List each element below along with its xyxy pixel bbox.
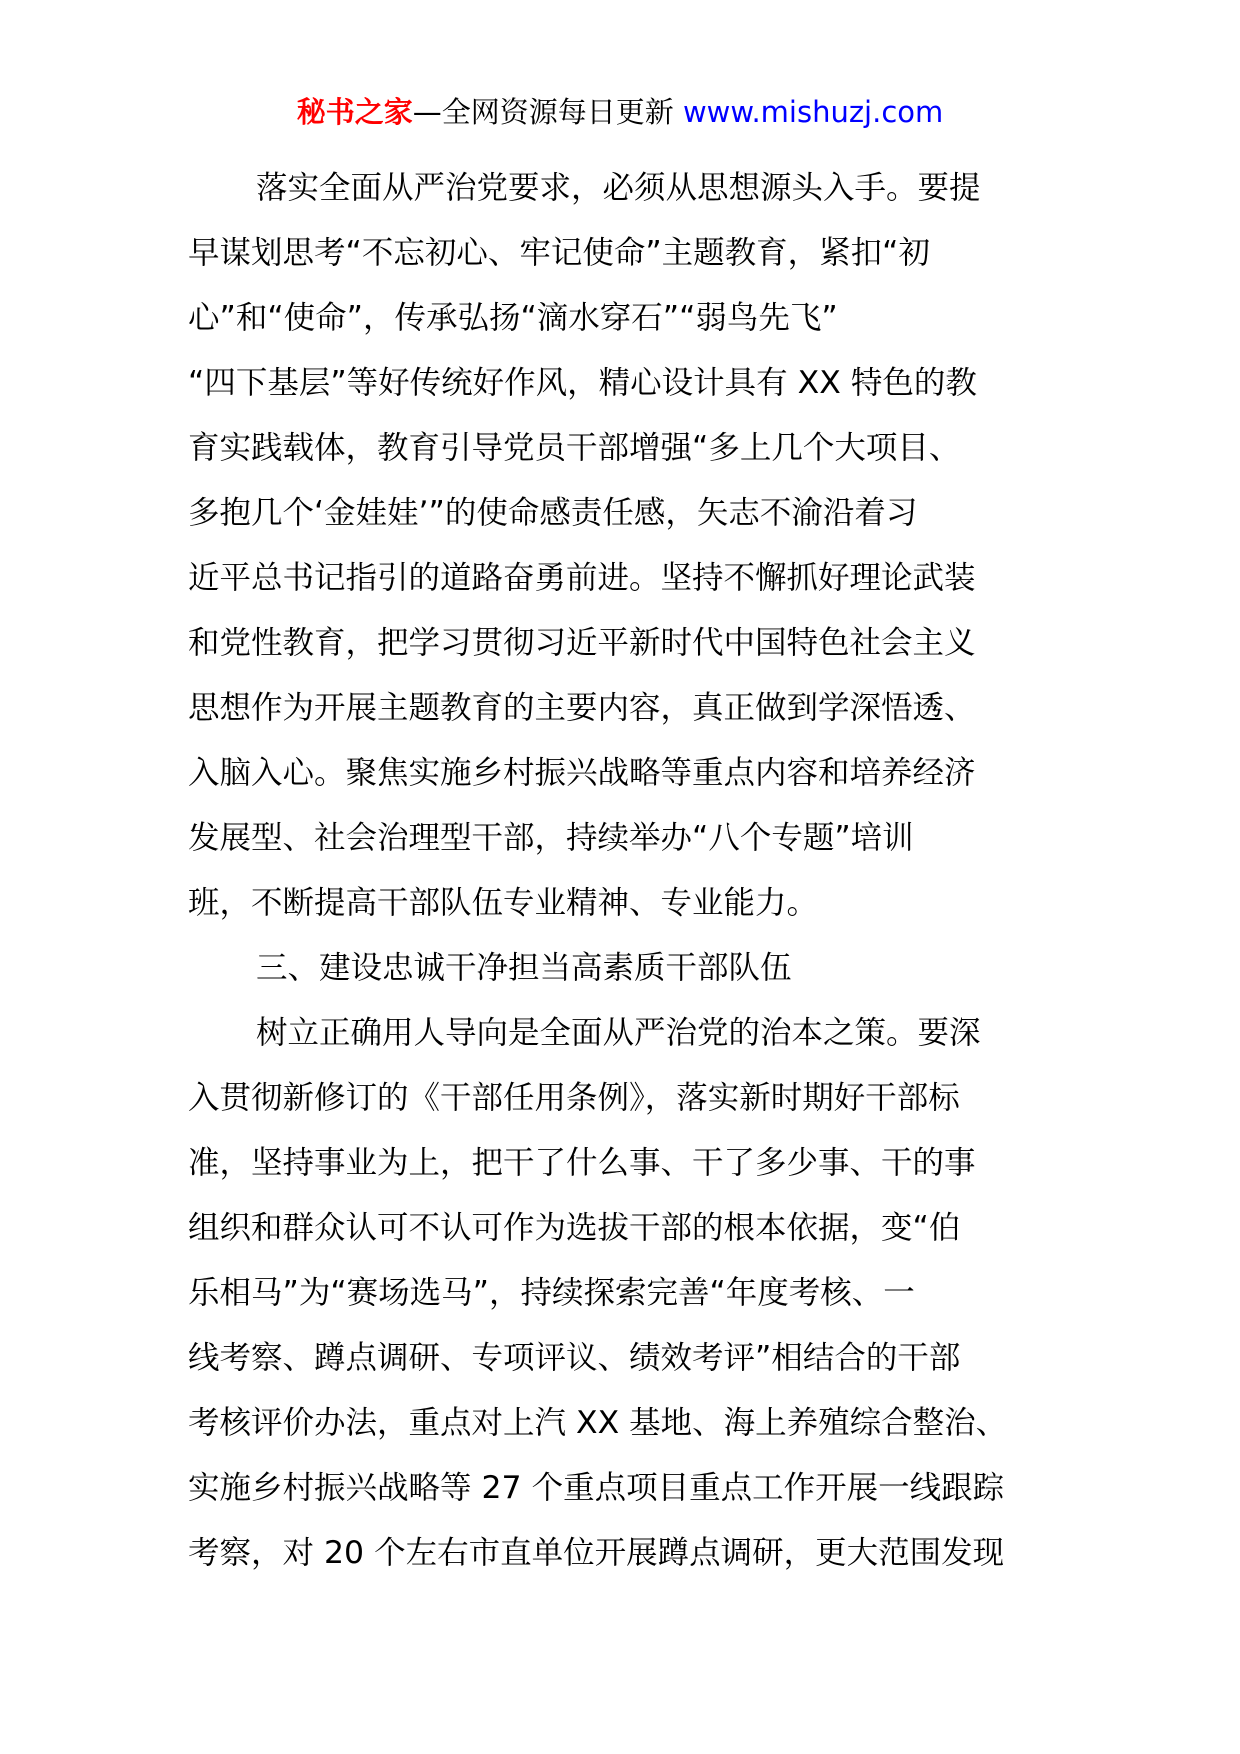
header-slogan: —全网资源每日更新 [412,95,683,129]
paragraph-line: 育实践载体，教育引导党员干部增强“多上几个大项目、 [188,430,961,466]
paragraph-line: 实施乡村振兴战略等 27 个重点项目重点工作开展一线跟踪 [188,1470,1005,1506]
site-url-link[interactable]: www.mishuzj.com [682,95,944,129]
paragraph-line: “四下基层”等好传统好作风，精心设计具有 XX 特色的教 [188,365,977,401]
document-body [188,156,1060,1586]
page-header [0,92,1240,132]
paragraph-line: 和党性教育，把学习贯彻习近平新时代中国特色社会主义 [188,625,976,661]
paragraph-line: 思想作为开展主题教育的主要内容，真正做到学深悟透、 [188,690,976,726]
paragraph-line: 线考察、蹲点调研、专项评议、绩效考评”相结合的干部 [188,1340,961,1376]
paragraph-line: 准，坚持事业为上，把干了什么事、干了多少事、干的事 [188,1145,976,1181]
paragraph-line: 早谋划思考“不忘初心、牢记使命”主题教育，紧扣“初 [188,235,930,271]
paragraph-line: 近平总书记指引的道路奋勇前进。坚持不懈抓好理论武装 [188,560,976,596]
paragraph-line: 心”和“使命”，传承弘扬“滴水穿石”“弱鸟先飞” [188,300,838,336]
paragraph-line: 组织和群众认可不认可作为选拔干部的根本依据，变“伯 [188,1210,961,1246]
paragraph-line: 入贯彻新修订的《干部任用条例》，落实新时期好干部标 [188,1080,960,1116]
paragraph-line: 考核评价办法，重点对上汽 XX 基地、海上养殖综合整治、 [188,1405,1008,1441]
paragraph-line: 乐相马”为“赛场选马”，持续探索完善“年度考核、一 [188,1275,915,1311]
brand-name: 秘书之家 [296,95,413,129]
paragraph-line: 树立正确用人导向是全面从严治党的治本之策。要深 [256,1015,981,1051]
paragraph-line: 落实全面从严治党要求，必须从思想源头入手。要提 [256,170,981,206]
paragraph-line: 班，不断提高干部队伍专业精神、专业能力。 [188,885,819,921]
paragraph-line: 考察，对 20 个左右市直单位开展蹲点调研，更大范围发现 [188,1535,1005,1571]
paragraph-line: 入脑入心。聚焦实施乡村振兴战略等重点内容和培养经济 [188,755,976,791]
paragraph-line: 发展型、社会治理型干部，持续举办“八个专题”培训 [188,820,914,856]
section-heading: 三、建设忠诚干净担当高素质干部队伍 [256,950,792,986]
paragraph-line: 多抱几个‘金娃娃’”的使命感责任感，矢志不渝沿着习 [188,495,918,531]
